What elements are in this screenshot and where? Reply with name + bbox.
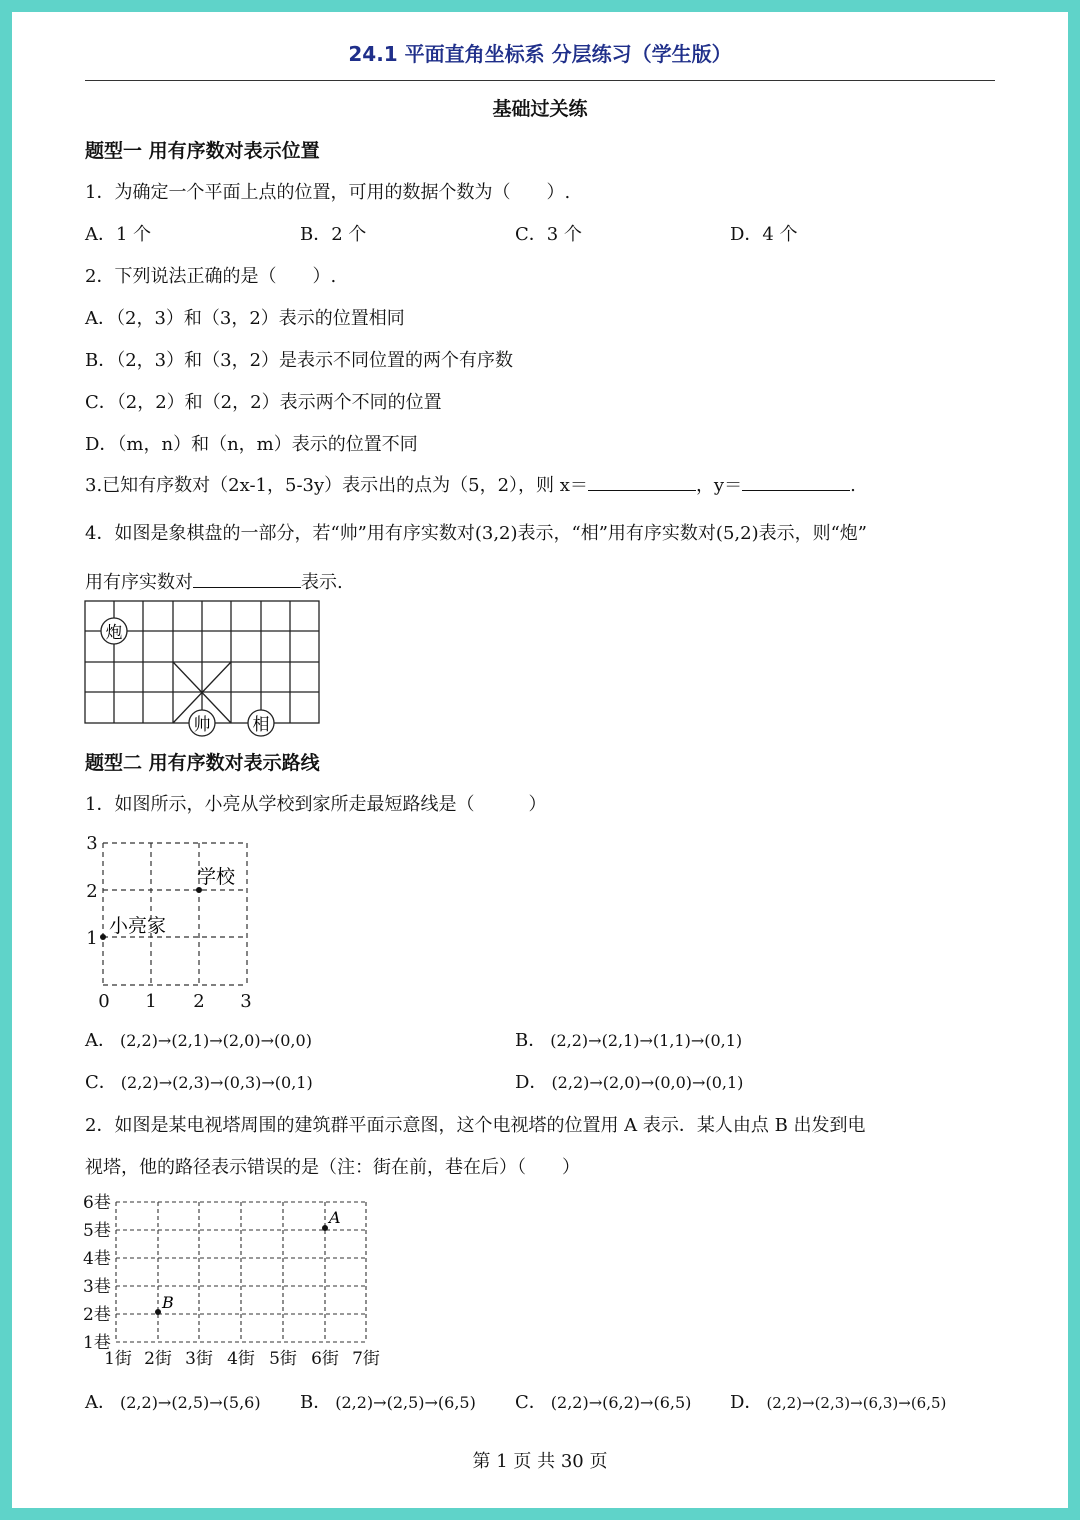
y-tick: 2 [86,881,98,902]
street-label: 1街 [104,1349,132,1369]
t2q2-option-a[interactable]: A． (2,2)→(2,5)→(5,6) [85,1392,261,1413]
page-number: 第 1 页 共 30 页 [472,1451,608,1472]
q1-option-d[interactable]: D．4 个 [730,224,798,245]
section-title: 基础过关练 [492,98,588,120]
q1-option-c[interactable]: C．3 个 [515,224,582,245]
q2-option-b[interactable]: B．（2，3）和（3，2）是表示不同位置的两个有序数 [85,350,514,371]
home-label: 小亮家 [109,915,167,937]
street-grid-figure [78,1188,388,1373]
q2-stem: 2．下列说法正确的是（ ）. [85,266,337,287]
lane-label: 5巷 [83,1221,111,1241]
school-label: 学校 [197,866,236,888]
q3-blank-y[interactable] [742,474,850,491]
lane-label: 3巷 [83,1277,111,1297]
t2q2-line2: 视塔，他的路径表示错误的是（注：街在前，巷在后）（ ） [85,1157,580,1178]
document-title: 24.1 平面直角坐标系 分层练习（学生版） [348,42,732,66]
street-label: 2街 [144,1349,172,1369]
street-label: 6街 [311,1349,339,1369]
t2q2-line1: 2．如图是某电视塔周围的建筑群平面示意图，这个电视塔的位置用 A 表示．某人由点 B 出发到电 [85,1115,866,1136]
t2q1-option-c[interactable]: C． (2,2)→(2,3)→(0,3)→(0,1) [85,1072,313,1093]
pao-piece [101,618,127,644]
q2-option-a[interactable]: A．（2，3）和（3，2）表示的位置相同 [85,308,405,329]
t2q2-option-c[interactable]: C． (2,2)→(6,2)→(6,5) [515,1392,692,1413]
street-label: 5街 [269,1349,297,1369]
header-divider [85,80,995,81]
xiang-piece [248,710,274,736]
t2q1-option-b[interactable]: B． (2,2)→(2,1)→(1,1)→(0,1) [515,1030,743,1051]
lane-label: 6巷 [83,1193,111,1213]
t2q2-option-d[interactable]: D． (2,2)→(2,3)→(6,3)→(6,5) [730,1392,947,1413]
x-tick: 0 [98,991,110,1012]
shuai-label: 帅 [193,715,211,735]
q1-option-b[interactable]: B．2 个 [300,224,367,245]
lane-label: 2巷 [83,1305,111,1325]
q2-option-c[interactable]: C．（2，2）和（2，2）表示两个不同的位置 [85,392,442,413]
t2q1-option-a[interactable]: A． (2,2)→(2,1)→(2,0)→(0,0) [85,1030,312,1051]
t2q1-stem: 1．如图所示，小亮从学校到家所走最短路线是（ ） [85,794,547,815]
home-point [100,934,106,940]
q4-blank[interactable] [193,571,301,588]
point-a-label: A [329,1208,341,1227]
shuai-piece [189,710,215,736]
y-tick: 3 [86,833,98,854]
route-grid-figure [78,826,268,1016]
q3-text-1: 3.已知有序数对（2x-1，5-3y）表示出的点为（5，2），则 x＝ [85,475,588,496]
point-a [322,1225,328,1231]
chessboard-figure [80,596,330,738]
q4-line2 [85,568,343,594]
type2-title: 题型二 用有序数对表示路线 [85,752,320,774]
q4-text-2: 表示. [301,572,343,593]
street-label: 7街 [352,1349,380,1369]
y-tick: 1 [86,928,98,949]
x-tick: 2 [193,991,205,1012]
lane-label: 1巷 [83,1333,111,1353]
q1-option-a[interactable]: A．1 个 [85,224,152,245]
t2q1-option-d[interactable]: D． (2,2)→(2,0)→(0,0)→(0,1) [515,1072,744,1093]
x-tick: 1 [145,991,157,1012]
q1-stem: 1．为确定一个平面上点的位置，可用的数据个数为（ ）. [85,182,571,203]
q4-text-1: 用有序实数对 [85,572,193,593]
t2q2-option-b[interactable]: B． (2,2)→(2,5)→(6,5) [300,1392,476,1413]
lane-label: 4巷 [83,1249,111,1269]
pao-label: 炮 [105,623,123,643]
point-b [155,1309,161,1315]
street-label: 3街 [185,1349,213,1369]
q3-text-3: . [850,475,856,496]
q3-text-2: ，y＝ [695,475,743,496]
q2-option-d[interactable]: D．（m，n）和（n，m）表示的位置不同 [85,434,418,455]
q3-line [85,471,856,497]
point-b-label: B [162,1293,174,1312]
street-label: 4街 [227,1349,255,1369]
xiang-label: 相 [252,715,270,735]
type1-title: 题型一 用有序数对表示位置 [85,140,320,162]
q4-line1: 4．如图是象棋盘的一部分，若“帅”用有序实数对(3,2)表示，“相”用有序实数对(5,2)表示，则“炮” [85,523,868,544]
q3-blank-x[interactable] [588,474,696,491]
x-tick: 3 [240,991,252,1012]
